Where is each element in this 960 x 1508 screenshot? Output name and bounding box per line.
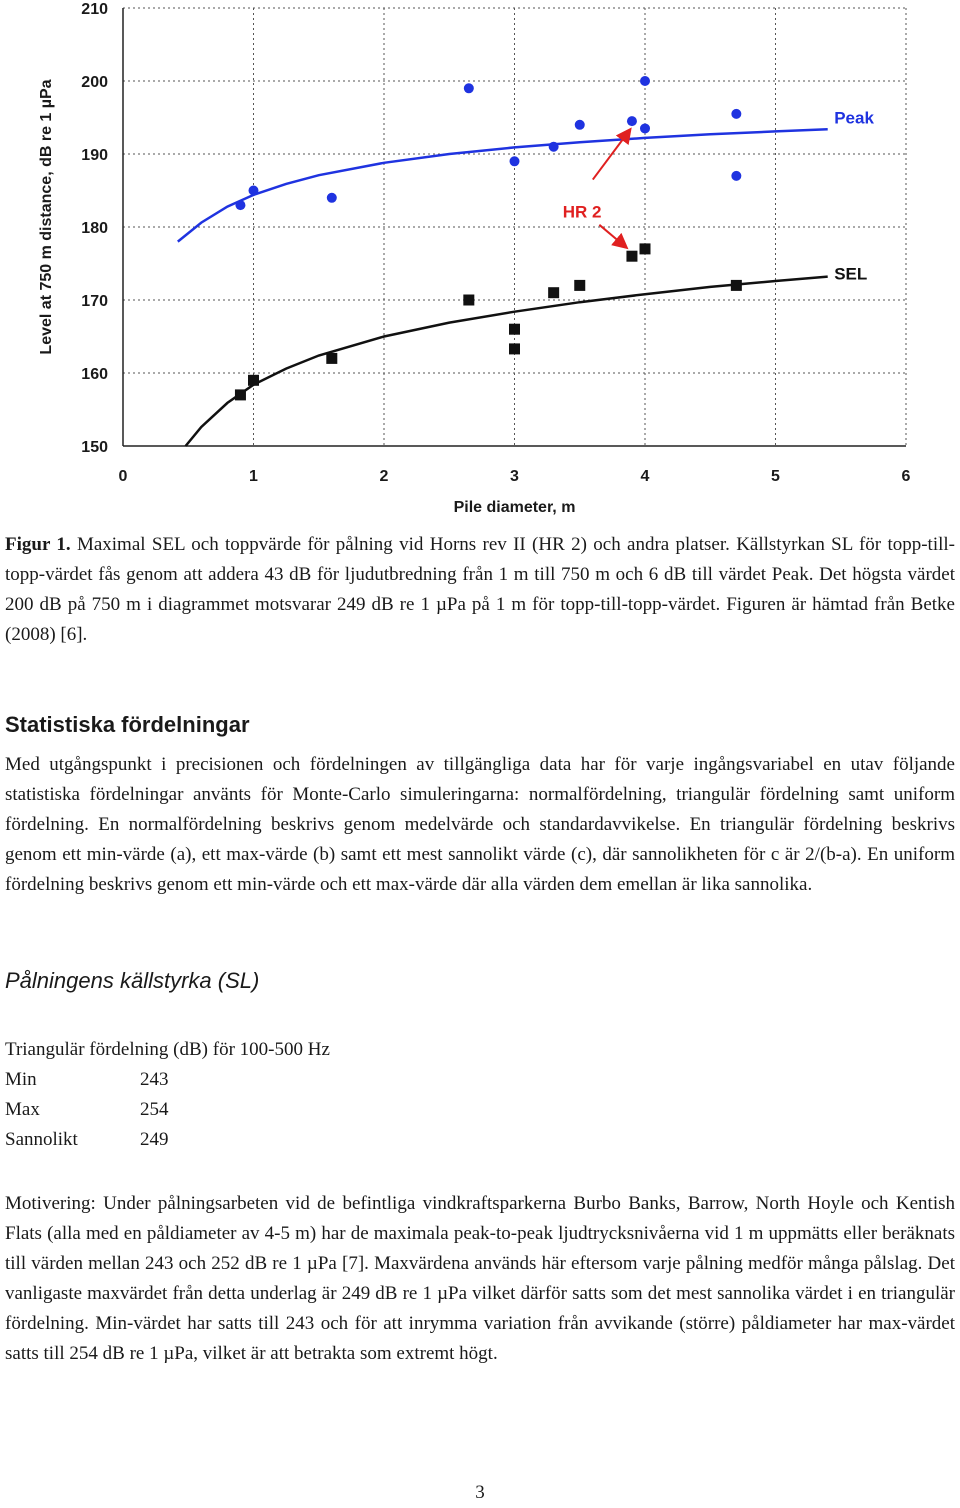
- x-tick-label: 0: [118, 468, 128, 485]
- sel-point: [640, 243, 651, 254]
- peak-point: [640, 123, 650, 133]
- distribution-row-min: [5, 1065, 505, 1095]
- peak-point: [731, 109, 741, 119]
- y-tick-label: 160: [81, 366, 108, 383]
- sel-point: [548, 287, 559, 298]
- y-tick-label: 170: [81, 293, 108, 310]
- hr2-arrow-sel: [599, 225, 625, 247]
- peak-point: [627, 116, 637, 126]
- distribution-row-sannolikt: [5, 1125, 505, 1155]
- peak-point: [731, 171, 741, 181]
- section-body-statistiska: Med utgångspunkt i precisionen och fördelningen av tillgängliga data har för varje ingångsvariabel en utav följande statistiska fördelningar använts för Monte-Carlo simuleringarna: normalfördelning, triangulär fördelning samt uniform fördelning. En normalfördelning beskrivs genom medelvärde och standardavvikelse. En triangulär fördelning beskrivs genom ett min-värde (a), ett max-värde (b) samt ett mest sannolikt värde (c), där sannolikheten för c är 2/(b-a). En uniform fördelning beskrivs genom ett min-värde och ett max-värde där alla värden dem emellan är lika sannolika.: [5, 754, 955, 895]
- y-tick-label: 180: [81, 220, 108, 237]
- sel-point: [326, 353, 337, 364]
- x-axis-label: Pile diameter, m: [453, 499, 576, 516]
- chart-svg: [0, 0, 960, 520]
- peak-fit-curve: [178, 129, 828, 241]
- peak-point: [575, 120, 585, 130]
- row-value: 254: [140, 1099, 169, 1120]
- row-label: Min: [5, 1069, 37, 1090]
- x-tick-label: 6: [901, 468, 911, 485]
- sel-fit-curve: [186, 277, 828, 446]
- sel-point: [509, 324, 520, 335]
- section-heading-kallstyrka: Pålningens källstyrka (SL): [5, 968, 260, 993]
- distribution-table: [5, 1035, 505, 1155]
- row-value: 249: [140, 1129, 169, 1150]
- x-tick-label: 2: [379, 468, 389, 485]
- y-axis-label: Level at 750 m distance, dB re 1 µPa: [38, 79, 55, 355]
- sel-point: [463, 295, 474, 306]
- page-number: 3: [475, 1482, 485, 1503]
- sel-point: [248, 375, 259, 386]
- figure-chart: [0, 0, 960, 520]
- distribution-title: Triangulär fördelning (dB) för 100-500 Hz: [5, 1039, 330, 1060]
- x-tick-label: 1: [249, 468, 258, 485]
- peak-point: [549, 142, 559, 152]
- peak-series-label: Peak: [834, 108, 874, 128]
- peak-point: [235, 200, 245, 210]
- section-body-motivering: Motivering: Under pålningsarbeten vid de befintliga vindkraftsparkerna Burbo Banks, Barrow, North Hoyle och Kentish Flats (alla med en påldiameter av 4-5 m) har de maximala peak-to-peak ljudtrycksnivåerna vid 1 m uppmätts eller beräknats till värden mellan 243 och 252 dB re 1 µPa [7]. Maxvärdena används här eftersom varje pålning medför många pålslag. Det vanligaste maxvärdet från detta underlag är 249 dB re 1 µPa vilket därför satts som det mest sannolika värdet i en triangulär fördelning. Min-värdet har satts till 243 och för att inrymma variation från avvikande (större) påldiameter har max-värdet satts till 254 dB re 1 µPa, vilket är att betrakta som extremt högt.: [5, 1193, 955, 1364]
- caption-text: Maximal SEL och toppvärde för pålning vid Horns rev II (HR 2) och andra platser. Källstyrkan SL för topp-till-topp-värdet fås genom att addera 43 dB för ljudutbredning från 1 m till 750 m och 6 dB till värdet Peak. Det högsta värdet 200 dB på 750 m i diagrammet motsvarar 249 dB re 1 µPa på 1 m för topp-till-topp-värdet. Figuren är hämtad från Betke (2008) [6].: [5, 534, 955, 645]
- row-value: 243: [140, 1069, 169, 1090]
- peak-point: [327, 193, 337, 203]
- figure-caption: [5, 530, 955, 650]
- y-tick-label: 150: [81, 439, 108, 456]
- hr2-annotation-label: HR 2: [562, 202, 602, 222]
- peak-point: [510, 156, 520, 166]
- sel-series-label: SEL: [834, 264, 868, 284]
- section-heading-statistiska: Statistiska fördelningar: [5, 712, 250, 737]
- peak-point: [249, 186, 259, 196]
- sel-point: [574, 280, 585, 291]
- distribution-row-max: [5, 1095, 505, 1125]
- x-tick-label: 3: [510, 468, 519, 485]
- sel-point: [235, 389, 246, 400]
- row-label: Sannolikt: [5, 1129, 78, 1150]
- hr2-arrow-peak: [593, 131, 630, 180]
- sel-point: [731, 280, 742, 291]
- x-tick-label: 5: [771, 468, 780, 485]
- sel-point: [509, 343, 520, 354]
- y-tick-label: 190: [81, 147, 108, 164]
- sel-point: [626, 251, 637, 262]
- x-tick-label: 4: [640, 468, 650, 485]
- y-tick-label: 200: [81, 74, 108, 91]
- caption-label: Figur 1.: [5, 534, 71, 555]
- y-tick-label: 210: [81, 1, 108, 18]
- peak-point: [640, 76, 650, 86]
- peak-point: [464, 83, 474, 93]
- row-label: Max: [5, 1099, 40, 1120]
